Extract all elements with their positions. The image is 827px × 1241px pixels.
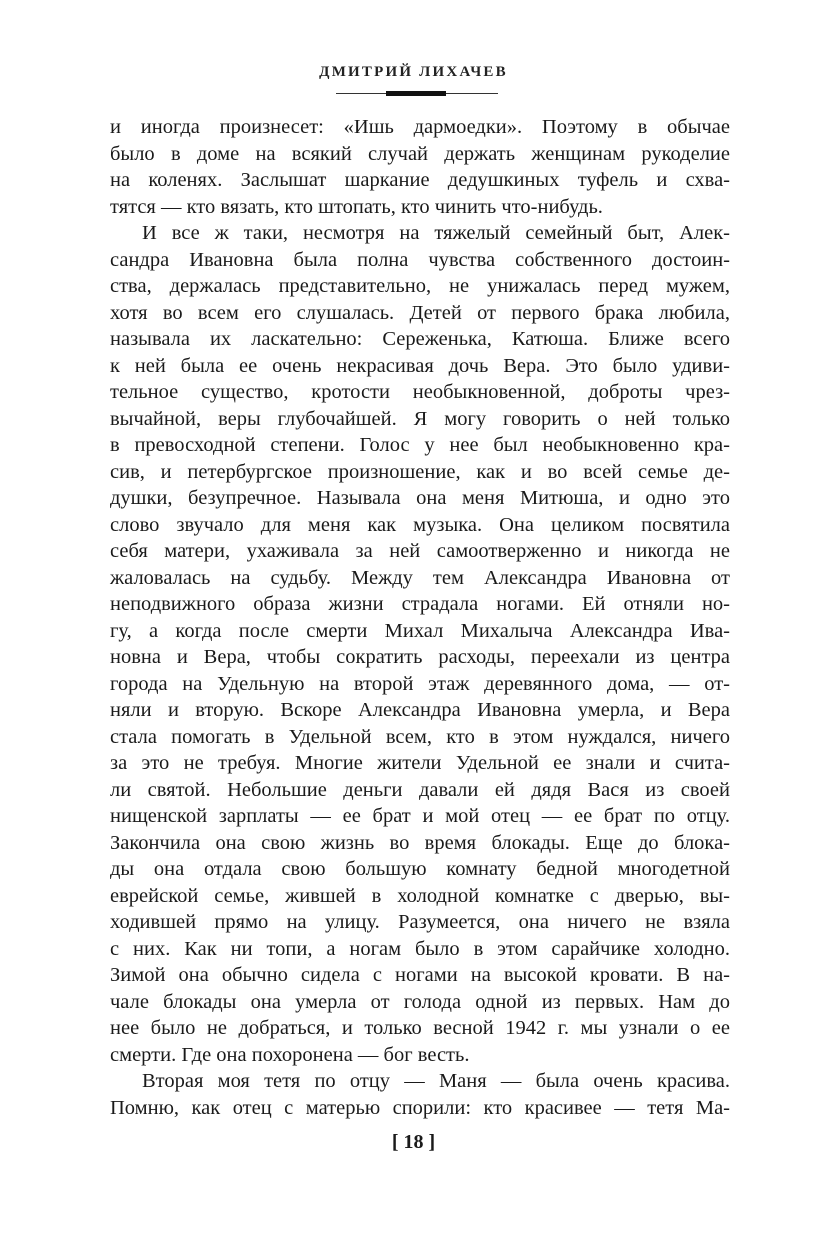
text-line: тельное существо, кротости необыкновенной, доброты чрез- (110, 381, 730, 403)
text-line: ды она отдала свою большую комнату бедной многодетной (110, 858, 730, 880)
text-line: слово звучало для меня как музыка. Она целиком посвятила (110, 513, 730, 536)
text-line: новна и Вера, чтобы сократить расходы, переехали из центра (110, 646, 730, 668)
text-line: жаловалась на судьбу. Между тем Александра Ивановна от (110, 566, 730, 589)
body-text (110, 114, 730, 1121)
text-line: нее было не добраться, и только весной 1942 г. мы узнали о ее (110, 1017, 730, 1039)
text-line: ходившей прямо на улицу. Разумеется, она ничего не взяла (110, 911, 730, 933)
page-number: [ 18 ] (391, 1131, 436, 1153)
text-line: гу, а когда после смерти Михал Михалыча Александра Ива- (110, 619, 730, 642)
text-line: И все ж таки, несмотря на тяжелый семейный быт, Алек- (142, 222, 730, 244)
text-line: за это не требуя. Многие жители Удельной ее знали и счита- (110, 752, 730, 774)
text-line: ства, держалась представительно, не унижалась перед мужем, (110, 275, 730, 297)
text-line: называла их ласкательно: Сереженька, Катюша. Ближе всего (110, 328, 730, 350)
text-line: с них. Как ни топи, а ногам было в этом сарайчике холодно. (110, 937, 730, 960)
text-line: себя матери, ухаживала за ней самоотверженно и никогда не (110, 540, 730, 562)
text-line: чале блокады она умерла от голода одной из первых. Нам до (110, 990, 730, 1013)
text-line: еврейской семье, жившей в холодной комнатке с дверью, вы- (110, 884, 730, 907)
text-line: ли святой. Небольшие деньги давали ей дядя Вася из своей (110, 778, 730, 801)
text-line: к ней была ее очень некрасивая дочь Вера. Это было удиви- (110, 354, 730, 377)
text-line: Помню, как отец с матерью спорили: кто красивее — тетя Ма- (110, 1096, 730, 1119)
text-line: сандра Ивановна была полна чувства собственного достоин- (110, 248, 730, 271)
text-line: тятся — кто вязать, кто штопать, кто чинить что-нибудь. (110, 195, 603, 218)
text-line: неподвижного образа жизни страдала ногами. Ей отняли но- (110, 593, 730, 615)
text-line: и иногда произнесет: «Ишь дармоедки». Поэтому в обычае (110, 116, 730, 138)
text-line: в превосходной степени. Голос у нее был необыкновенно кра- (110, 434, 730, 456)
text-line: сив, и петербургское произношение, как и во всей семье де- (110, 460, 730, 483)
text-line: душки, безупречное. Называла она меня Митюша, и одно это (110, 487, 730, 509)
text-line: нищенской зарплаты — ее брат и мой отец — ее брат по отцу. (110, 805, 730, 827)
text-line: было в доме на всякий случай держать женщинам рукоделие (110, 142, 730, 165)
text-line: Закончила она свою жизнь во время блокады. Еще до блока- (110, 831, 730, 854)
text-line: смерти. Где она похоронена — бог весть. (110, 1043, 470, 1066)
text-line: города на Удельную на второй этаж деревянного дома, — от- (110, 672, 730, 695)
text-line: Зимой она обычно сидела с ногами на высокой кровати. В на- (110, 964, 730, 986)
text-line: на коленях. Заслышат шаркание дедушкиных туфель и схва- (110, 169, 730, 191)
text-line: Вторая моя тетя по отцу — Маня — была очень красива. (142, 1070, 730, 1092)
running-head-rule-accent (386, 91, 446, 96)
text-line: вычайной, веры глубочайшей. Я могу говорить о ней только (110, 407, 730, 430)
running-head: ДМИТРИЙ ЛИХАЧЕВ (319, 64, 508, 80)
text-line: няли и вторую. Вскоре Александра Ивановна умерла, и Вера (110, 699, 730, 721)
text-line: стала помогать в Удельной всем, кто в этом нуждался, ничего (110, 725, 730, 748)
text-line: хотя во всем его слушалась. Детей от первого брака любила, (110, 301, 730, 324)
